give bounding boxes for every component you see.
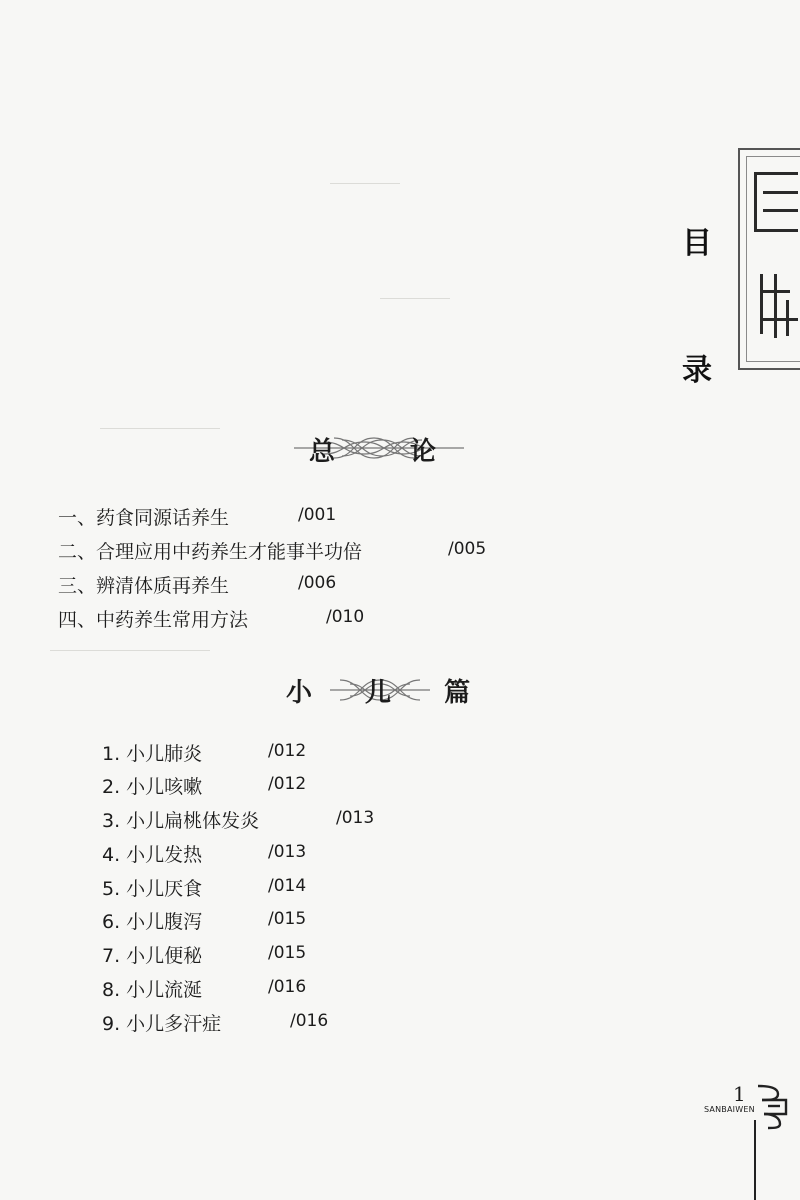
toc-item-children-6[interactable]	[102, 907, 307, 934]
toc-item-children-4[interactable]	[102, 840, 307, 867]
section-general-header	[0, 428, 800, 468]
toc-item-page: /012	[268, 774, 307, 794]
bleed-line	[330, 183, 400, 184]
toc-item-page: /014	[268, 876, 307, 896]
toc-item-children-7[interactable]	[102, 941, 307, 968]
toc-item-page: /015	[268, 909, 307, 929]
spine-line	[754, 1120, 756, 1200]
scroll-mark-icon	[756, 1080, 796, 1130]
toc-item-children-2[interactable]	[102, 772, 307, 799]
page-number: 1	[733, 1082, 746, 1106]
toc-item-page: /005	[448, 539, 487, 559]
toc-item-page: /010	[326, 607, 365, 627]
toc-item-label: 二、合理应用中药养生才能事半功倍	[58, 541, 363, 563]
toc-item-label: 9. 小儿多汗症	[102, 1013, 222, 1035]
toc-item-general-1[interactable]	[58, 503, 337, 530]
toc-title-top: 目	[682, 226, 712, 261]
toc-item-page: /006	[298, 573, 337, 593]
toc-item-label: 1. 小儿肺炎	[102, 743, 203, 765]
toc-item-label: 8. 小儿流涎	[102, 979, 203, 1001]
toc-item-children-8[interactable]	[102, 975, 307, 1002]
toc-item-children-5[interactable]	[102, 874, 307, 901]
bleed-line	[50, 650, 210, 651]
toc-item-general-3[interactable]	[58, 571, 337, 598]
toc-item-label: 一、药食同源话养生	[58, 507, 230, 529]
toc-item-label: 5. 小儿厌食	[102, 878, 203, 900]
seal-mark-icon	[738, 148, 800, 370]
toc-item-children-3[interactable]	[102, 806, 375, 833]
toc-item-page: /016	[290, 1011, 329, 1031]
toc-item-label: 4. 小儿发热	[102, 844, 203, 866]
toc-item-page: /013	[268, 842, 307, 862]
toc-item-page: /015	[268, 943, 307, 963]
toc-item-page: /001	[298, 505, 337, 525]
section-children-title: 小 儿 篇	[286, 678, 473, 708]
toc-item-children-9[interactable]	[102, 1009, 329, 1036]
toc-item-page: /016	[268, 977, 307, 997]
toc-item-page: /012	[268, 741, 307, 761]
toc-item-label: 6. 小儿腹泻	[102, 911, 203, 933]
bleed-line	[380, 298, 450, 299]
toc-title-bottom: 录	[682, 353, 712, 388]
toc-item-children-1[interactable]	[102, 739, 307, 766]
section-children-header	[0, 668, 800, 708]
toc-item-page: /013	[336, 808, 375, 828]
toc-item-label: 四、中药养生常用方法	[58, 609, 249, 631]
toc-item-general-4[interactable]	[58, 605, 365, 632]
toc-item-label: 7. 小儿便秘	[102, 945, 203, 967]
toc-item-label: 3. 小儿扁桃体发炎	[102, 810, 260, 832]
section-general-title: 总 论	[309, 437, 439, 467]
toc-item-label: 三、辨清体质再养生	[58, 575, 230, 597]
brand-label: SANBAIWEN	[704, 1105, 755, 1114]
toc-item-general-2[interactable]	[58, 537, 487, 564]
toc-item-label: 2. 小儿咳嗽	[102, 776, 203, 798]
